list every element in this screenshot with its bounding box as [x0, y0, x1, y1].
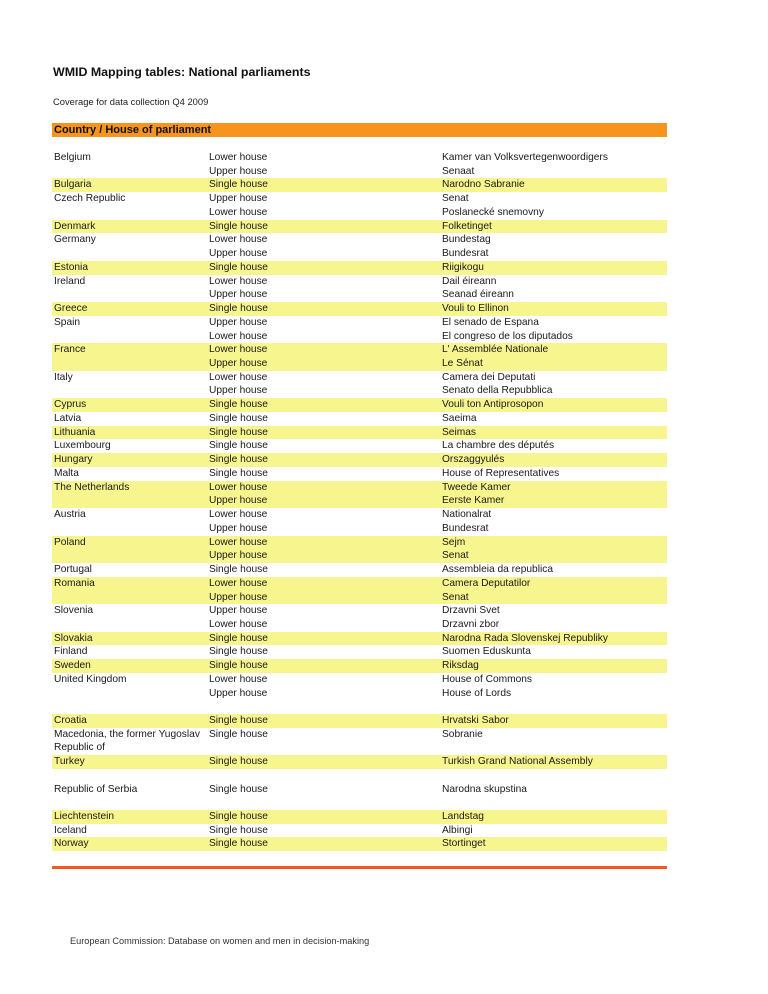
- house-type-cell: Single house: [209, 440, 268, 452]
- country-cell: Cyprus: [54, 399, 87, 411]
- parliament-name-cell: Senaat: [442, 165, 475, 177]
- table-row: [52, 206, 667, 220]
- parliament-name-cell: Narodno Sabranie: [442, 179, 525, 191]
- parliament-name-cell: Saeima: [442, 412, 477, 424]
- house-type-cell: Lower house: [209, 577, 268, 589]
- country-cell: Ireland: [54, 275, 86, 287]
- country-cell: Republic of Serbia: [54, 784, 138, 795]
- country-cell: Poland: [54, 536, 86, 548]
- country-cell: The Netherlands: [54, 481, 130, 493]
- parliament-name-cell: Le Sénat: [442, 358, 483, 370]
- parliament-name-cell: House of Representatives: [442, 467, 560, 479]
- table-row: [52, 755, 667, 769]
- table-row: [52, 645, 667, 659]
- country-cell: Italy: [54, 371, 73, 383]
- parliament-name-cell: Poslanecké snemovny: [442, 206, 544, 218]
- parliament-name-cell: Landstag: [442, 811, 484, 822]
- house-type-cell: Single house: [209, 467, 268, 479]
- country-cell: Lithuania: [54, 426, 96, 438]
- table-row: [52, 536, 667, 550]
- page-footer: European Commission: Database on women and men in decision-making: [70, 936, 370, 946]
- house-type-cell: Lower house: [209, 234, 268, 246]
- table-row: [52, 687, 667, 701]
- table-row: [52, 453, 667, 467]
- parliament-table-eu: [52, 151, 667, 700]
- table-row: [52, 467, 667, 481]
- table-row: [52, 275, 667, 289]
- parliament-name-cell: Seanad éireann: [442, 289, 514, 301]
- table-row: [52, 398, 667, 412]
- country-cell: United Kingdom: [54, 673, 127, 685]
- house-type-cell: Single house: [209, 454, 268, 466]
- house-type-cell: Upper house: [209, 522, 268, 534]
- table-row: [52, 220, 667, 234]
- parliament-name-cell: Tweede Kamer: [442, 481, 511, 493]
- bottom-rule: [52, 866, 667, 869]
- country-cell: Denmark: [54, 220, 96, 232]
- table-row: [52, 357, 667, 371]
- table-row: [52, 783, 667, 797]
- house-type-cell: Single house: [209, 756, 268, 768]
- country-cell: Estonia: [54, 261, 88, 273]
- parliament-name-cell: El congreso de los diputados: [442, 330, 573, 342]
- house-type-cell: Upper house: [209, 358, 268, 370]
- table-row: [52, 302, 667, 316]
- parliament-name-cell: Vouli to Ellinon: [442, 303, 509, 315]
- table-row: [52, 343, 667, 357]
- parliament-name-cell: Senat: [442, 591, 469, 603]
- table-row: [52, 426, 667, 440]
- parliament-name-cell: Camera dei Deputati: [442, 371, 536, 383]
- country-cell: Macedonia, the former Yugoslav Republic of: [54, 728, 200, 754]
- parliament-name-cell: Nationalrat: [442, 509, 492, 521]
- parliament-name-cell: Albingi: [442, 824, 473, 836]
- country-cell: Belgium: [54, 152, 91, 163]
- table-header-bar: [52, 123, 667, 137]
- country-cell: Liechtenstein: [54, 811, 115, 822]
- parliament-name-cell: Riksdag: [442, 660, 479, 672]
- parliament-name-cell: Sejm: [442, 536, 466, 548]
- country-cell: Slovakia: [54, 632, 93, 644]
- parliament-name-cell: Turkish Grand National Assembly: [442, 756, 593, 768]
- house-type-cell: Lower house: [209, 481, 268, 493]
- table-row: [52, 810, 667, 824]
- parliament-name-cell: Senat: [442, 193, 469, 205]
- parliament-name-cell: Kamer van Volksvertegenwoordigers: [442, 152, 608, 163]
- house-type-cell: Upper house: [209, 165, 268, 177]
- parliament-table-serbia: [52, 783, 667, 797]
- table-row: [52, 481, 667, 495]
- table-row: [52, 165, 667, 179]
- table-row: [52, 192, 667, 206]
- country-cell: Spain: [54, 316, 81, 328]
- parliament-table-efta: [52, 810, 667, 851]
- table-row: [52, 837, 667, 851]
- house-type-cell: Lower house: [209, 152, 268, 163]
- table-row: [52, 728, 667, 756]
- table-row: [52, 384, 667, 398]
- table-row: [52, 261, 667, 275]
- house-type-cell: Lower house: [209, 330, 268, 342]
- table-row: [52, 330, 667, 344]
- house-type-cell: Single house: [209, 179, 268, 191]
- parliament-name-cell: Hrvatski Sabor: [442, 715, 509, 726]
- parliament-name-cell: Stortinget: [442, 838, 486, 850]
- house-type-cell: Upper house: [209, 495, 268, 507]
- parliament-name-cell: House of Commons: [442, 673, 533, 685]
- house-type-cell: Upper house: [209, 289, 268, 301]
- house-type-cell: Upper house: [209, 316, 268, 328]
- country-cell: France: [54, 344, 86, 356]
- parliament-name-cell: Senat: [442, 550, 469, 562]
- parliament-name-cell: El senado de Espana: [442, 316, 539, 328]
- parliament-name-cell: House of Lords: [442, 687, 512, 699]
- house-type-cell: Single house: [209, 220, 268, 232]
- table-row: [52, 316, 667, 330]
- table-row: [52, 151, 667, 165]
- house-type-cell: Lower house: [209, 206, 268, 218]
- house-type-cell: Single house: [209, 564, 268, 576]
- parliament-name-cell: Drzavni Svet: [442, 605, 500, 617]
- table-row: [52, 508, 667, 522]
- country-cell: Sweden: [54, 660, 91, 672]
- parliament-table-candidates: [52, 714, 667, 769]
- house-type-cell: Upper house: [209, 248, 268, 260]
- country-cell: Latvia: [54, 412, 82, 424]
- parliament-name-cell: Suomen Eduskunta: [442, 646, 531, 658]
- house-type-cell: Single house: [209, 303, 268, 315]
- house-type-cell: Upper house: [209, 550, 268, 562]
- table-row: [52, 439, 667, 453]
- country-cell: Bulgaria: [54, 179, 92, 191]
- document-subtitle: Coverage for data collection Q4 2009: [53, 96, 209, 107]
- table-row: [52, 591, 667, 605]
- table-row: [52, 494, 667, 508]
- parliament-name-cell: Eerste Kamer: [442, 495, 505, 507]
- house-type-cell: Single house: [209, 399, 268, 411]
- parliament-name-cell: Drzavni zbor: [442, 618, 500, 630]
- table-row: [52, 178, 667, 192]
- house-type-cell: Single house: [209, 811, 268, 822]
- house-type-cell: Single house: [209, 838, 268, 850]
- parliament-name-cell: Sobranie: [442, 728, 483, 740]
- house-type-cell: Lower house: [209, 275, 268, 287]
- country-cell: Slovenia: [54, 605, 94, 617]
- table-row: [52, 247, 667, 261]
- table-row: [52, 659, 667, 673]
- house-type-cell: Single house: [209, 412, 268, 424]
- table-row: [52, 288, 667, 302]
- country-cell: Iceland: [54, 824, 87, 836]
- parliament-name-cell: Orszaggyulés: [442, 454, 505, 466]
- parliament-name-cell: Narodna Rada Slovenskej Republiky: [442, 632, 608, 644]
- table-row: [52, 412, 667, 426]
- parliament-name-cell: Bundesrat: [442, 248, 489, 260]
- table-row: [52, 233, 667, 247]
- parliament-name-cell: Vouli ton Antiprosopon: [442, 399, 544, 411]
- house-type-cell: Single house: [209, 426, 268, 438]
- house-type-cell: Upper house: [209, 193, 268, 205]
- house-type-cell: Lower house: [209, 509, 268, 521]
- parliament-name-cell: La chambre des députés: [442, 440, 555, 452]
- table-row: [52, 371, 667, 385]
- parliament-name-cell: L' Assemblée Nationale: [442, 344, 549, 356]
- parliament-name-cell: Dail éireann: [442, 275, 497, 287]
- house-type-cell: Single house: [209, 715, 268, 726]
- house-type-cell: Single house: [209, 824, 268, 836]
- house-type-cell: Upper house: [209, 385, 268, 397]
- table-row: [52, 522, 667, 536]
- country-cell: Norway: [54, 838, 89, 850]
- table-row: [52, 618, 667, 632]
- parliament-name-cell: Folketinget: [442, 220, 492, 232]
- country-cell: Luxembourg: [54, 440, 111, 452]
- house-type-cell: Lower house: [209, 536, 268, 548]
- country-cell: Croatia: [54, 715, 87, 726]
- table-header-label: Country / House of parliament: [54, 124, 212, 136]
- parliament-name-cell: Bundestag: [442, 234, 491, 246]
- document-title: WMID Mapping tables: National parliaments: [53, 65, 311, 79]
- table-row: [52, 549, 667, 563]
- house-type-cell: Single house: [209, 632, 268, 644]
- country-cell: Austria: [54, 509, 86, 521]
- house-type-cell: Lower house: [209, 371, 268, 383]
- house-type-cell: Upper house: [209, 687, 268, 699]
- table-row: [52, 714, 667, 728]
- house-type-cell: Lower house: [209, 673, 268, 685]
- country-cell: Turkey: [54, 756, 85, 768]
- table-row: [52, 632, 667, 646]
- country-cell: Romania: [54, 577, 95, 589]
- table-row: [52, 824, 667, 838]
- house-type-cell: Single house: [209, 660, 268, 672]
- house-type-cell: Upper house: [209, 591, 268, 603]
- country-cell: Malta: [54, 467, 79, 479]
- country-cell: Germany: [54, 234, 96, 246]
- house-type-cell: Single house: [209, 646, 268, 658]
- parliament-name-cell: Narodna skupstina: [442, 784, 527, 795]
- country-cell: Portugal: [54, 564, 92, 576]
- country-cell: Czech Republic: [54, 193, 126, 205]
- table-row: [52, 604, 667, 618]
- country-cell: Hungary: [54, 454, 93, 466]
- house-type-cell: Lower house: [209, 618, 268, 630]
- parliament-name-cell: Riigikogu: [442, 261, 484, 273]
- table-row: [52, 563, 667, 577]
- country-cell: Finland: [54, 646, 88, 658]
- country-cell: Greece: [54, 303, 88, 315]
- house-type-cell: Lower house: [209, 344, 268, 356]
- parliament-name-cell: Bundesrat: [442, 522, 489, 534]
- parliament-name-cell: Camera Deputatilor: [442, 577, 531, 589]
- house-type-cell: Single house: [209, 784, 268, 795]
- table-row: [52, 577, 667, 591]
- parliament-name-cell: Assembleia da republica: [442, 564, 553, 576]
- house-type-cell: Upper house: [209, 605, 268, 617]
- house-type-cell: Single house: [209, 728, 268, 740]
- table-row: [52, 673, 667, 687]
- parliament-name-cell: Seimas: [442, 426, 476, 438]
- house-type-cell: Single house: [209, 261, 268, 273]
- parliament-name-cell: Senato della Repubblica: [442, 385, 553, 397]
